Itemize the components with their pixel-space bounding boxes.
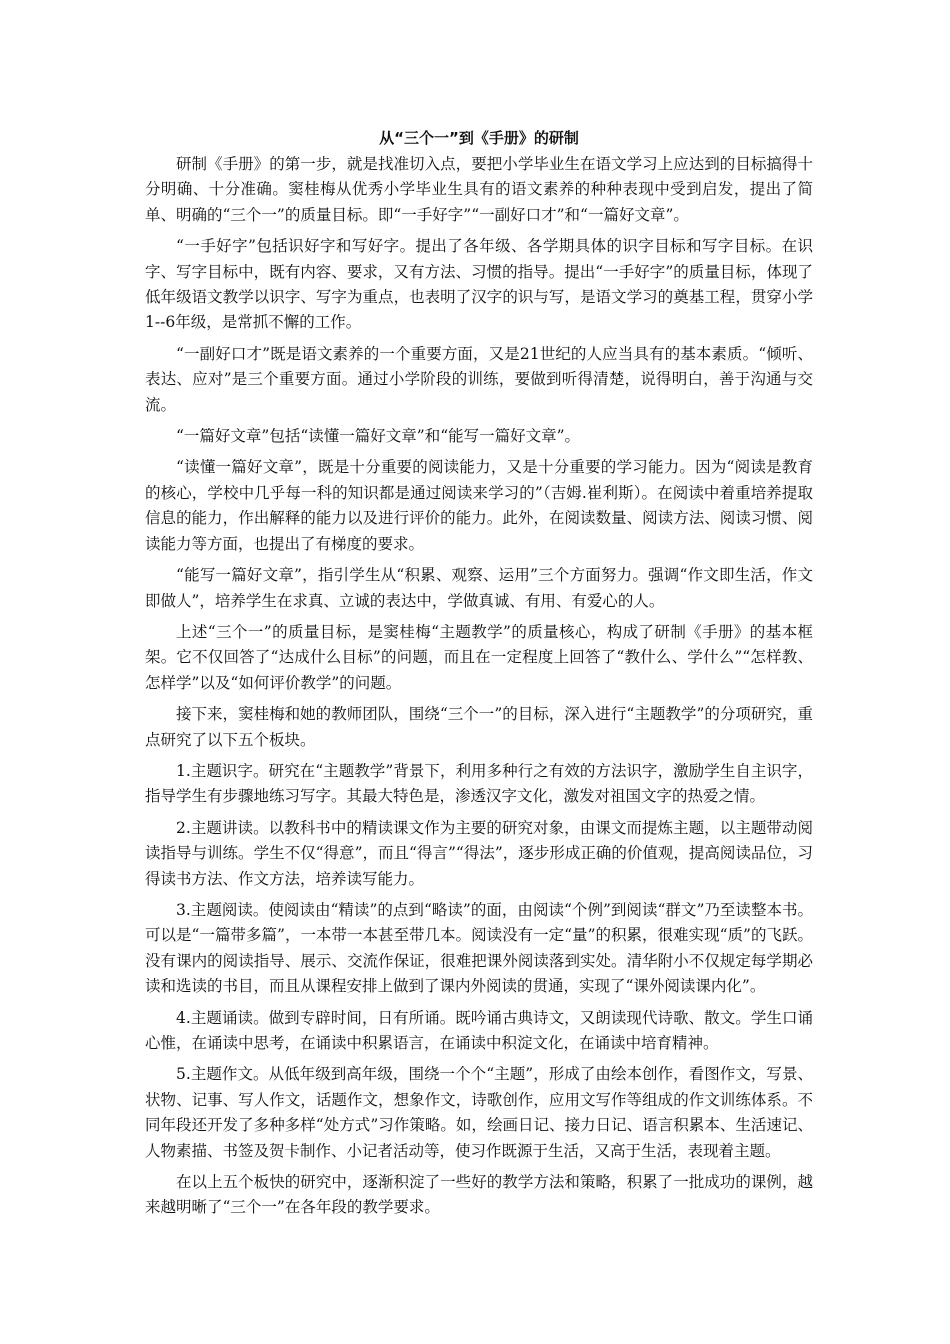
document-body xyxy=(145,126,813,1227)
paragraph-conclusion: 在以上五个板快的研究中，逐渐积淀了一些好的教学方法和策略，积累了一批成功的课例，越来越明晰了“三个一”在各年段的教学要求。 xyxy=(145,1173,813,1217)
paragraph-theme-literacy: 1.主题识字。研究在“主题教学”背景下，利用多种行之有效的方法识字，激励学生自主识字，指导学生有步骤地练习写字。其最大特色是，渗透汉字文化，激发对祖国文字的热爱之情。 xyxy=(145,761,813,806)
paragraph-theme-lecture: 2.主题讲读。以教科书中的精读课文作为主要的研究对象，由课文而提炼主题，以主题带动阅读指导与训练。学生不仅“得意”，而且“得言”“得法”，逐步形成正确的价值观，提高阅读品位，习得读书方法、作文方法，培养读写能力。 xyxy=(145,818,813,888)
paragraph-handwriting: “一手好字”包括识好字和写好字。提出了各年级、各学期具体的识字目标和写字目标。在识字、写字目标中，既有内容、要求，又有方法、习惯的指导。提出“一手好字”的质量目标，体现了低年级语文教学以识字、写字为重点，也表明了汉字的识与写，是语文学习的奠基工程，贯穿小学1--6年级，是常抓不懈的工作。 xyxy=(145,237,813,332)
paragraph-theme-reading: 3.主题阅读。使阅读由“精读”的点到“略读”的面，由阅读“个例”到阅读“群文”乃至读整本书。可以是“一篇带多篇”，一本带一本甚至带几本。阅读没有一定“量”的积累，很难实现“质”的飞跃。没有课内的阅读指导、展示、交流作保证，很难把课外阅读落到实处。清华附小不仅规定每学期必读和选读的书目，而且从课程安排上做到了课内外阅读的贯通，实现了“课外阅读课内化”。 xyxy=(145,900,813,996)
paragraph-eloquence: “一副好口才”既是语文素养的一个重要方面，又是21世纪的人应当具有的基本素质。“倾听、表达、应对”是三个重要方面。通过小学阶段的训练，要做到听得清楚，说得明白，善于沟通与交流。 xyxy=(145,344,813,414)
paragraph-good-article: “一篇好文章”包括“读懂一篇好文章”和“能写一篇好文章”。 xyxy=(176,427,581,446)
paragraph-theme-composition: 5.主题作文。从低年级到高年级，围绕一个个“主题”，形成了由绘本创作，看图作文，写景、状物、记事、写人作文，话题作文，想象作文，诗歌创作，应用文写作等组成的作文训练体系。不同年段还开发了多种多样“处方式”习作策略。如，绘画日记、接力日记、语言积累本、生活速记、人物素描、书签及贺卡制作、小记者活动等，使习作既源于生活，又高于生活，表现着主题。 xyxy=(145,1065,813,1160)
paragraph-framework: 上述“三个一”的质量目标，是窦桂梅“主题教学”的质量核心，构成了研制《手册》的基本框架。它不仅回答了“达成什么目标”的问题，而且在一定程度上回答了“教什么、学什么”“怎样教、怎样学”以及“如何评价教学”的问题。 xyxy=(145,622,813,692)
paragraph-research-intro: 接下来，窦桂梅和她的教师团队，围绕“三个一”的目标，深入进行“主题教学”的分项研究，重点研究了以下五个板块。 xyxy=(145,705,813,749)
document-title: 从“三个一”到《手册》的研制 xyxy=(379,129,579,147)
paragraph-reading: “读懂一篇好文章”，既是十分重要的阅读能力，又是十分重要的学习能力。因为“阅读是教育的核心，学校中几乎每一科的知识都是通过阅读来学习的”（吉姆.崔利斯）。在阅读中着重培养提取信息的能力，作出解释的能力以及进行评价的能力。此外，在阅读数量、阅读方法、阅读习惯、阅读能力等方面，也提出了有梯度的要求。 xyxy=(145,458,813,553)
paragraph-theme-recitation: 4.主题诵读。做到专辟时间，日有所诵。既吟诵古典诗文，又朗读现代诗歌、散文。学生口诵心惟，在诵读中思考，在诵读中积累语言，在诵读中积淀文化，在诵读中培育精神。 xyxy=(145,1008,813,1052)
paragraph-intro: 研制《手册》的第一步，就是找准切入点，要把小学毕业生在语文学习上应达到的目标搞得十分明确、十分准确。窦桂梅从优秀小学毕业生具有的语文素养的种种表现中受到启发，提出了简单、明确的“三个一”的质量目标。即“一手好字”“一副好口才”和“一篇好文章”。 xyxy=(145,155,813,224)
paragraph-writing: “能写一篇好文章”，指引学生从“积累、观察、运用”三个方面努力。强调“作文即生活，作文即做人”，培养学生在求真、立诚的表达中，学做真诚、有用、有爱心的人。 xyxy=(145,566,813,610)
